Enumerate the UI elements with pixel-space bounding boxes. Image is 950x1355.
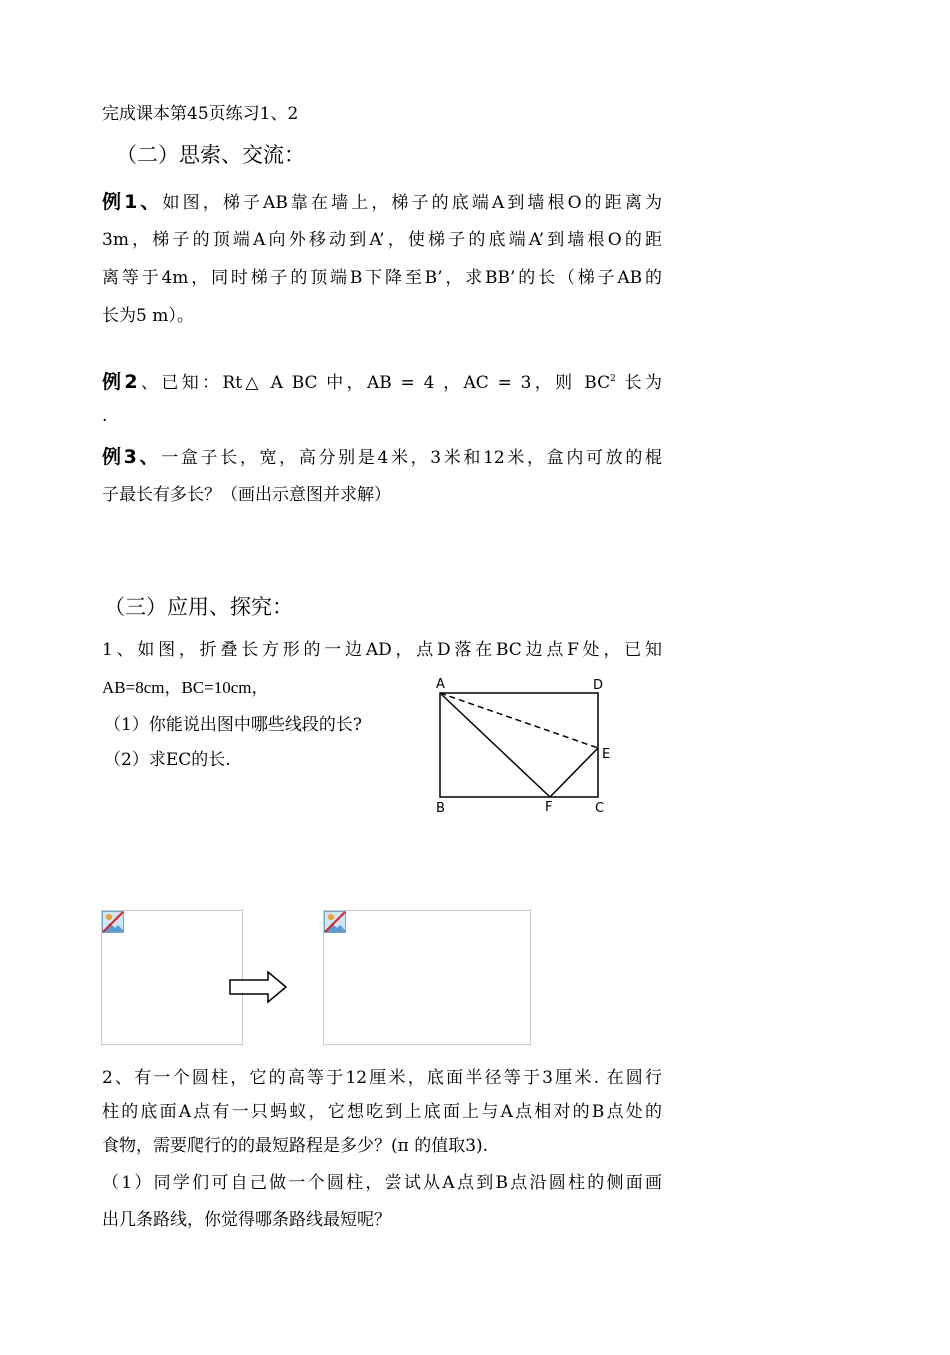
folded-rectangle-figure (430, 672, 620, 820)
question-2-line-2: 柱的底面A点有一只蚂蚁，它想吃到上底面上与A点相对的B点处的 (102, 1102, 662, 1122)
label-a: A (436, 677, 445, 692)
label-c: C (595, 801, 605, 816)
rectangle-abcd (440, 693, 598, 797)
example-1-line-2: 3m，梯子的顶端A向外移动到A’，使梯子的底端A’到墙根O的距 (102, 230, 662, 250)
example-1-line-1: 例1、如图，梯子AB靠在墙上，梯子的底端A到墙根O的距离为 (102, 191, 662, 213)
question-1-sub-1: （1）你能说出图中哪些线段的长? (104, 715, 362, 735)
intro-text: 完成课本第45页练习1、2 (102, 104, 299, 124)
broken-image-icon (102, 911, 124, 933)
segment-af (440, 693, 550, 797)
example-2-line-1: 例2、已知：Rt△ A BC 中，AB = 4 ，AC = 3，则 $BC^2$ 长为 (102, 371, 663, 393)
fold-line-ae (440, 693, 598, 748)
section-heading-2: （二）思索、交流： (116, 143, 305, 167)
question-1-line-1: 1、如图，折叠长方形的一边AD，点D落在BC边点F处，已知 (102, 640, 662, 660)
image-placeholder-1 (101, 910, 243, 1045)
right-arrow-icon (228, 970, 290, 1004)
question-2-line-3: 食物，需要爬行的的最短路程是多少？(π 的值取3). (102, 1136, 489, 1156)
example-2-line-2: . (102, 406, 108, 426)
question-2-sub-1-line-2: 出几条路线，你觉得哪条路线最短呢？ (102, 1210, 391, 1230)
example-3-line-1: 例3、一盒子长，宽，高分别是4米，3米和12米，盒内可放的棍 (102, 446, 662, 468)
example-1-line-4: 长为5 m）。 (102, 306, 194, 326)
example-1-label: 例1、 (102, 191, 163, 213)
image-placeholder-2 (323, 910, 531, 1045)
label-f: F (545, 800, 553, 815)
label-e: E (602, 747, 611, 762)
segment-fe (550, 748, 598, 797)
example-3-line-2: 子最长有多长？（画出示意图并求解） (102, 485, 391, 505)
question-1-sub-2: （2）求EC的长. (104, 750, 231, 770)
example-3-label: 例3、 (102, 446, 162, 468)
label-b: B (436, 801, 445, 816)
label-d: D (593, 678, 604, 693)
broken-image-icon (324, 911, 346, 933)
section-heading-3: （三）应用、探究： (104, 595, 293, 619)
example-1-line-3: 离等于4m，同时梯子的顶端B下降至B’，求BB’的长（梯子AB的 (102, 268, 662, 288)
question-2-line-1: 2、有一个圆柱，它的高等于12厘米，底面半径等于3厘米. 在圆行 (102, 1068, 662, 1088)
example-2-label: 例2 (102, 371, 138, 393)
question-1-line-2: AB=8cm，BC=10cm， (102, 678, 269, 697)
question-2-sub-1-line-1: （1）同学们可自己做一个圆柱，尝试从A点到B点沿圆柱的侧面画 (102, 1173, 662, 1193)
